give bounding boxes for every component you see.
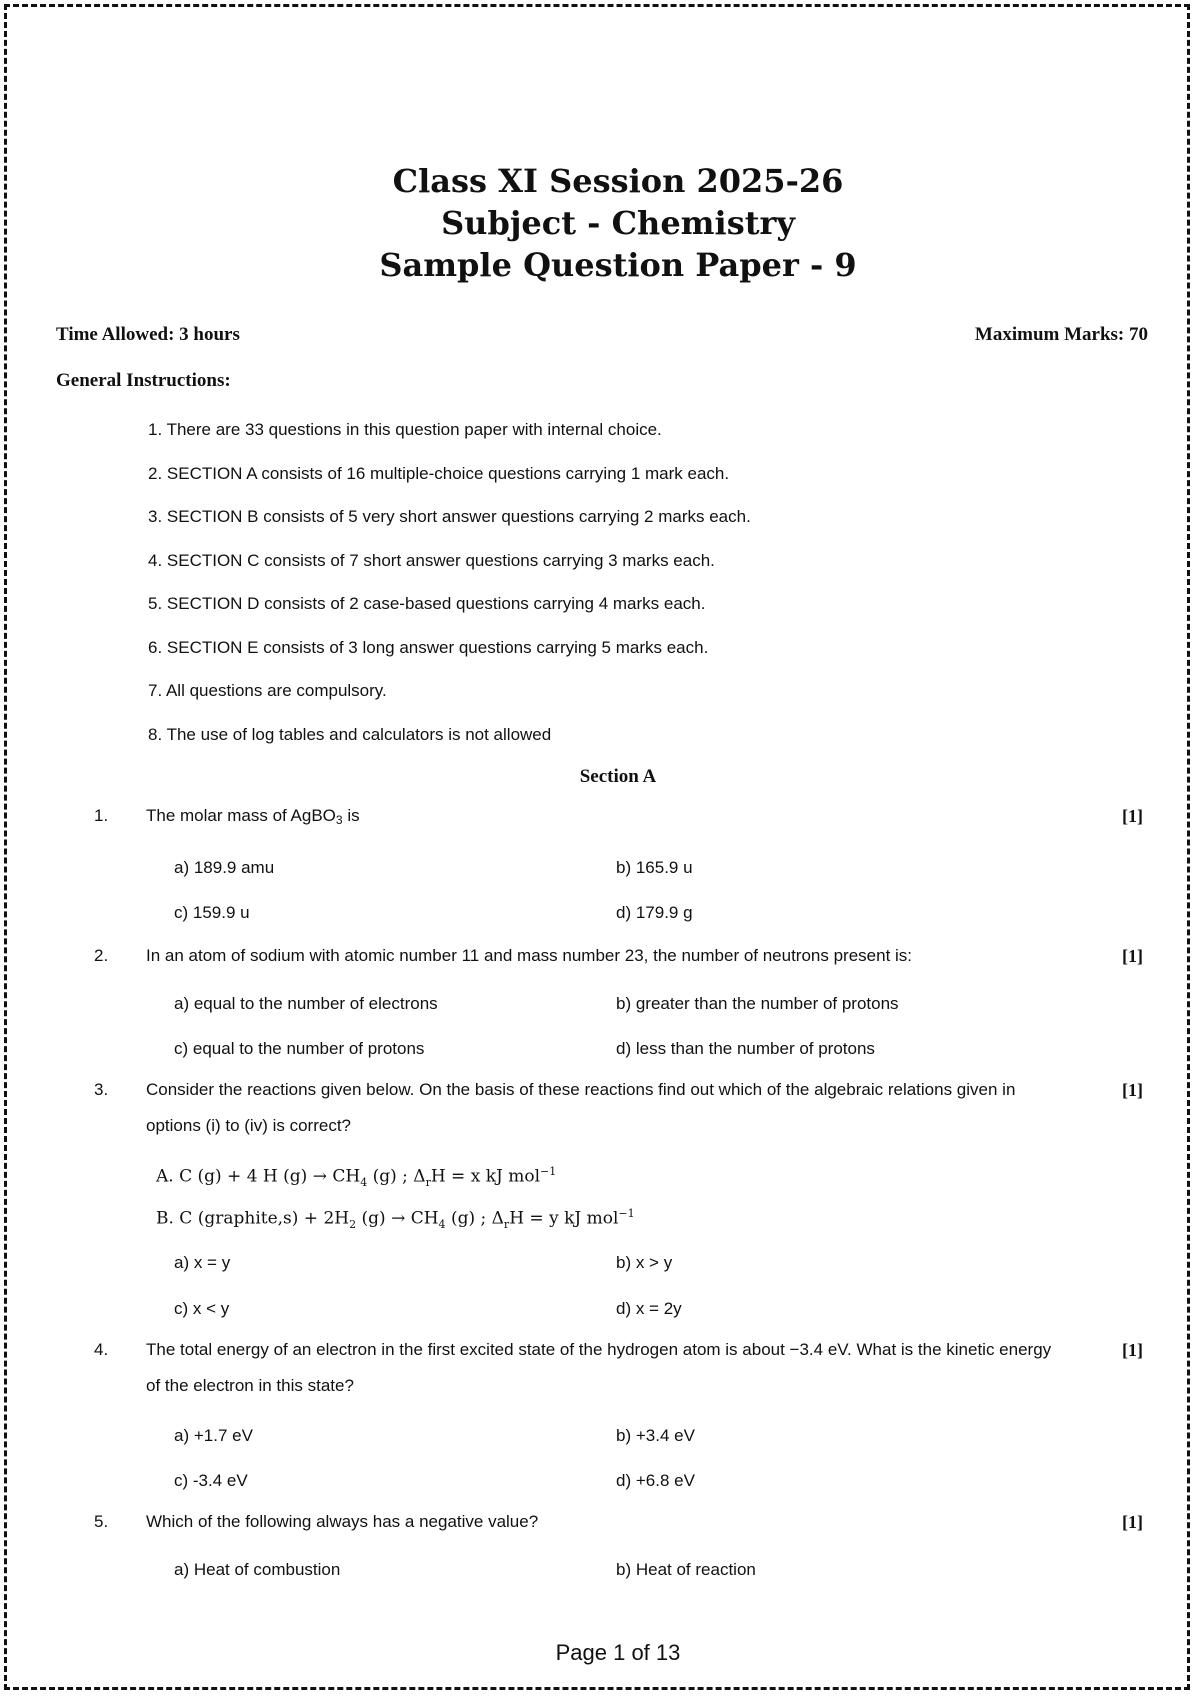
question-text: Consider the reactions given below. On the basis of these reactions find out which of the algebraic relations given in options (i) to (iv) is correct? bbox=[146, 1080, 1016, 1135]
equation-b: B. C (graphite,s) + $2H_2$ $(g) \to CH_4$ (g) ; $\Delta_rH = y$ kJ mol$^{-1}$ bbox=[156, 1207, 635, 1232]
question-text: Which of the following always has a negative value? bbox=[146, 1512, 539, 1531]
question-marks: [1] bbox=[1122, 946, 1143, 966]
instruction-item: 4. SECTION C consists of 7 short answer questions carrying 3 marks each. bbox=[148, 550, 715, 570]
instruction-item: 5. SECTION D consists of 2 case-based questions carrying 4 marks each. bbox=[148, 594, 706, 613]
instruction-item: 8. The use of log tables and calculators is not allowed bbox=[148, 724, 552, 744]
question-text: The molar mass of AgBO$_3$ is bbox=[146, 806, 360, 827]
option-b: b) x > y bbox=[616, 1253, 673, 1272]
option-a: a) Heat of combustion bbox=[174, 1560, 341, 1579]
option-b: b) greater than the number of protons bbox=[616, 994, 899, 1013]
title-paper: Sample Question Paper - 9 bbox=[379, 246, 857, 284]
page-number: Page 1 of 13 bbox=[555, 1640, 681, 1665]
question-marks: [1] bbox=[1122, 1080, 1143, 1100]
option-b: b) 165.9 u bbox=[616, 858, 693, 877]
question-number: 3. bbox=[94, 1080, 109, 1099]
question-number: 1. bbox=[94, 806, 109, 825]
option-b: b) Heat of reaction bbox=[616, 1560, 756, 1579]
question-marks: [1] bbox=[1122, 806, 1143, 826]
option-d: d) x = 2y bbox=[616, 1299, 682, 1318]
option-c: c) equal to the number of protons bbox=[174, 1039, 425, 1058]
equation-a: A. C (g) + 4 H $(g) \to CH_4$ (g) ; $\Delta_rH = x$ kJ mol$^{-1}$ bbox=[156, 1165, 557, 1190]
option-c: c) 159.9 u bbox=[174, 903, 250, 922]
maximum-marks: Maximum Marks: 70 bbox=[974, 324, 1148, 345]
time-allowed: Time Allowed: 3 hours bbox=[56, 324, 240, 345]
option-d: d) +6.8 eV bbox=[616, 1471, 695, 1490]
option-c: c) -3.4 eV bbox=[174, 1471, 248, 1490]
instruction-item: 6. SECTION E consists of 3 long answer questions carrying 5 marks each. bbox=[148, 637, 709, 657]
instruction-item: 3. SECTION B consists of 5 very short answer questions carrying 2 marks each. bbox=[148, 507, 751, 526]
instructions-heading: General Instructions: bbox=[56, 370, 231, 391]
option-d: d) 179.9 g bbox=[616, 903, 693, 922]
option-c: c) x < y bbox=[174, 1299, 230, 1318]
meta-row bbox=[56, 324, 1148, 346]
instruction-item: 2. SECTION A consists of 16 multiple-choice questions carrying 1 mark each. bbox=[148, 463, 730, 483]
title-session: Class XI Session 2025-26 bbox=[392, 162, 844, 200]
title-block bbox=[0, 160, 1200, 286]
option-a: a) x = y bbox=[174, 1253, 231, 1272]
option-a: a) 189.9 amu bbox=[174, 858, 275, 877]
question-text: The total energy of an electron in the first excited state of the hydrogen atom is about −3.4 eV. What is the kinetic energy of the electron in this state? bbox=[146, 1340, 1052, 1395]
question-marks: [1] bbox=[1122, 1340, 1143, 1360]
question-number: 2. bbox=[94, 946, 109, 965]
option-a: a) equal to the number of electrons bbox=[174, 994, 438, 1013]
section-heading: Section A bbox=[579, 766, 657, 787]
question-text: In an atom of sodium with atomic number 11 and mass number 23, the number of neutrons present is: bbox=[146, 946, 913, 965]
instruction-item: 7. All questions are compulsory. bbox=[148, 681, 387, 700]
question-number: 4. bbox=[94, 1340, 109, 1359]
option-a: a) +1.7 eV bbox=[174, 1426, 253, 1445]
instruction-item: 1. There are 33 questions in this question paper with internal choice. bbox=[148, 420, 662, 439]
instructions-list bbox=[148, 416, 751, 764]
title-subject: Subject - Chemistry bbox=[441, 204, 795, 242]
option-d: d) less than the number of protons bbox=[616, 1039, 875, 1058]
option-b: b) +3.4 eV bbox=[616, 1426, 695, 1445]
question-number: 5. bbox=[94, 1512, 109, 1531]
question-marks: [1] bbox=[1122, 1512, 1143, 1532]
